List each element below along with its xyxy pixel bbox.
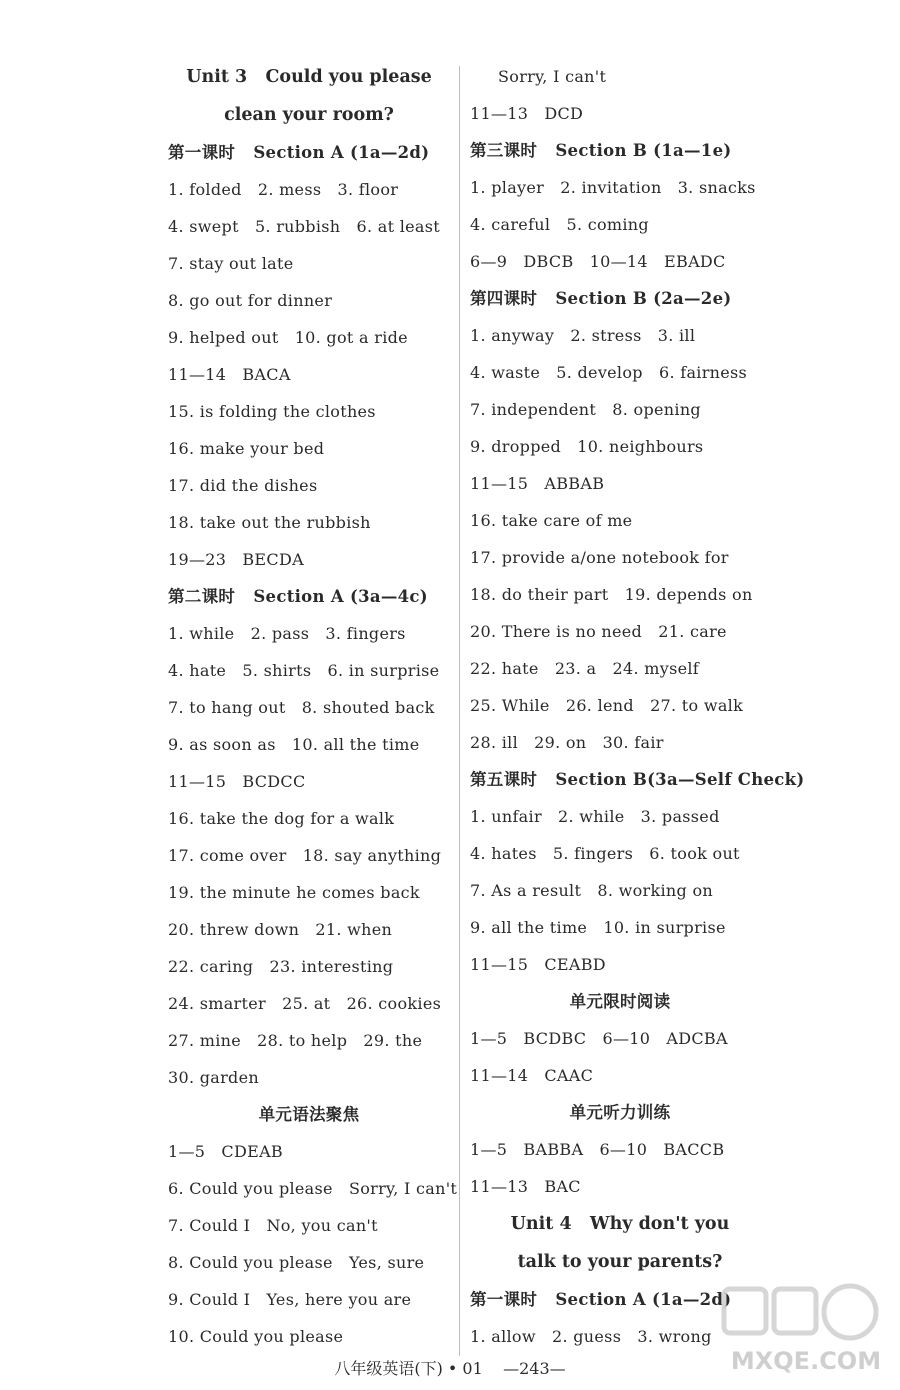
answer-line: 17. did the dishes [168,476,318,495]
answer-line: 7. to hang out 8. shouted back [168,698,435,717]
answer-line: 9. dropped 10. neighbours [470,437,704,456]
answer-line: 30. garden [168,1068,259,1087]
answer-line: 6—9 DBCB 10—14 EBADC [470,252,726,271]
answer-line: 11—14 CAAC [470,1066,594,1085]
section-heading: 第五课时 Section B(3a—Self Check) [470,770,805,789]
answer-line: 1—5 CDEAB [168,1142,283,1161]
section-heading: 第四课时 Section B (2a—2e) [470,289,732,308]
answer-line: 11—13 BAC [470,1177,581,1196]
answer-line: 10. Could you please [168,1327,344,1346]
answer-line: 11—15 BCDCC [168,772,306,791]
answer-line: 17. provide a/one notebook for [470,548,729,567]
unit-4-title-line-2: talk to your parents? [517,1252,723,1272]
answer-line: 22. caring 23. interesting [168,957,394,976]
answer-line: 4. hate 5. shirts 6. in surprise [168,661,440,680]
answer-line: 9. Could I Yes, here you are [168,1290,412,1309]
answer-line: 27. mine 28. to help 29. the [168,1031,423,1050]
page-footer: 八年级英语(下) • 01 —243— [334,1359,566,1378]
answer-line: 9. helped out 10. got a ride [168,328,408,347]
answer-line: 1. unfair 2. while 3. passed [470,807,720,826]
left-column [168,58,458,1355]
answer-line: 28. ill 29. on 30. fair [470,733,664,752]
section-heading: 第二课时 Section A (3a—4c) [168,587,428,606]
answer-line: 20. There is no need 21. care [470,622,727,641]
answer-line: 19—23 BECDA [168,550,304,569]
answer-line: 1. allow 2. guess 3. wrong [470,1327,712,1346]
answer-line: 7. As a result 8. working on [470,881,713,900]
answer-line: 1—5 BABBA 6—10 BACCB [470,1140,725,1159]
answer-line: 18. take out the rubbish [168,513,371,532]
answer-line: 25. While 26. lend 27. to walk [470,696,744,715]
section-heading: 第一课时 Section A (1a—2d) [168,143,430,162]
column-divider [459,66,460,1356]
answer-line: 11—13 DCD [470,104,584,123]
answer-line: 20. threw down 21. when [168,920,393,939]
answer-line: 1—5 BCDBC 6—10 ADCBA [470,1029,728,1048]
answer-line: 4. careful 5. coming [470,215,649,234]
answer-line: 11—15 CEABD [470,955,606,974]
section-heading: 第三课时 Section B (1a—1e) [470,141,732,160]
answer-line: 4. waste 5. develop 6. fairness [470,363,748,382]
answer-line: 19. the minute he comes back [168,883,420,902]
answer-line: 4. hates 5. fingers 6. took out [470,844,740,863]
answer-line: 16. make your bed [168,439,325,458]
answer-line: 18. do their part 19. depends on [470,585,753,604]
answer-line: 6. Could you please Sorry, I can't [168,1179,458,1198]
answer-line: 16. take care of me [470,511,633,530]
section-heading: 单元语法聚焦 [258,1105,360,1124]
answer-line: 8. Could you please Yes, sure [168,1253,425,1272]
section-heading: 第一课时 Section A (1a—2d) [470,1290,732,1309]
answer-line: Sorry, I can't [498,67,607,86]
answer-line: 1. anyway 2. stress 3. ill [470,326,696,345]
answer-line: 9. as soon as 10. all the time [168,735,420,754]
answer-line: 7. Could I No, you can't [168,1216,378,1235]
answer-line: 17. come over 18. say anything [168,846,442,865]
answer-line: 7. independent 8. opening [470,400,701,419]
section-heading: 单元听力训练 [569,1103,671,1122]
answer-line: 1. while 2. pass 3. fingers [168,624,406,643]
answer-line: 11—14 BACA [168,365,291,384]
watermark-text: MXQE.COM [730,1347,882,1375]
answer-line: 1. player 2. invitation 3. snacks [470,178,756,197]
answer-line: 22. hate 23. a 24. myself [470,659,700,678]
right-answer-list [470,58,805,1205]
left-answer-list [168,134,458,1355]
unit-3-title-line-2: clean your room? [224,105,394,125]
answer-line: 11—15 ABBAB [470,474,605,493]
answer-line: 24. smarter 25. at 26. cookies [168,994,442,1013]
watermark-logo [720,1283,892,1378]
right-column [470,58,805,1355]
section-heading: 单元限时阅读 [569,992,671,1011]
answer-line: 1. folded 2. mess 3. floor [168,180,399,199]
unit-4-title-line-1: Unit 4 Why don't you [510,1214,730,1234]
answer-line: 8. go out for dinner [168,291,333,310]
answer-line: 16. take the dog for a walk [168,809,395,828]
unit-3-title-line-1: Unit 3 Could you please [186,67,432,87]
answer-line: 9. all the time 10. in surprise [470,918,726,937]
answer-line: 7. stay out late [168,254,294,273]
answer-line: 15. is folding the clothes [168,402,376,421]
answer-line: 4. swept 5. rubbish 6. at least [168,217,441,236]
